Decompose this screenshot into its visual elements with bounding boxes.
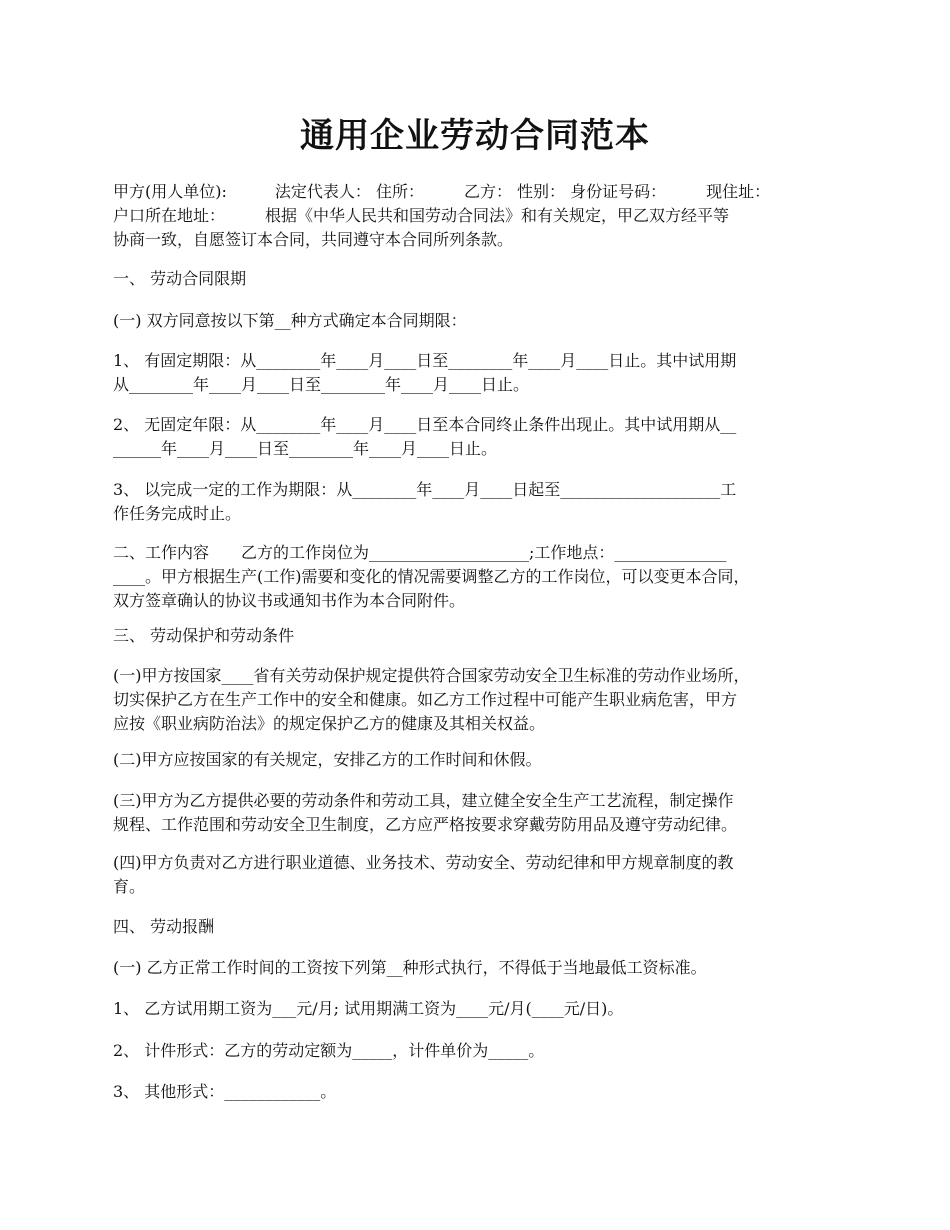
section-2-paragraph: 二、工作内容 乙方的工作岗位为____________________;工作地点：______________ ____。甲方根据生产(工作)需要和变化的情况需要调整乙方的工作岗位，可以变更本合同， 双方签章确认的协议书或通知书作为本合同附件。 [113,543,750,610]
intro-line: 户口所在地址： 根据《中华人民共和国劳动合同法》和有关规定，甲乙双方经平等 [113,206,730,225]
section-1-clause-1: (一) 双方同意按以下第__种方式确定本合同期限： [113,311,467,330]
section-3-heading: 三、 劳动保护和劳动条件 [113,626,295,645]
section-4-clause-1: (一) 乙方正常工作时间的工资按下列第__种形式执行，不得低于当地最低工资标准。 [113,958,707,977]
intro-line: 甲方(用人单位): 法定代表人： 住所： 乙方： 性别： 身份证号码： 现住址： [113,182,771,201]
section-4-item-3: 3、 其他形式：____________。 [113,1082,337,1101]
section-4-item-1: 1、 乙方试用期工资为___元/月; 试用期满工资为____元/月(____元/日)。 [113,999,624,1018]
section-1-item-2: 2、 无固定年限：从________年____月____日至本合同终止条件出现止。其中试用期从__ ______年____月____日至________年____月____日止。 [113,415,737,458]
section-1-item-3: 3、 以完成一定的工作为期限：从________年____月____日起至____________________工 作任务完成时止。 [113,480,737,523]
section-3-clause-3: (三)甲方为乙方提供必要的劳动条件和劳动工具，建立健全安全生产工艺流程，制定操作 规程、工作范围和劳动安全卫生制度，乙方应严格按要求穿戴劳防用品及遵守劳动纪律。 [113,791,738,834]
section-1-item-1: 1、 有固定期限：从________年____月____日至________年____月____日止。其中试用期 从________年____月____日至________年____月____日止。 [113,351,737,394]
section-3-clause-4: (四)甲方负责对乙方进行职业道德、业务技术、劳动安全、劳动纪律和甲方规章制度的教 育。 [113,853,734,896]
intro-paragraph [113,180,843,252]
document-title: 通用企业劳动合同范本 [300,116,650,156]
section-4-heading: 四、 劳动报酬 [113,917,215,936]
section-1-heading: 一、 劳动合同限期 [113,269,247,288]
section-4-item-2: 2、 计件形式：乙方的劳动定额为_____，计件单价为_____。 [113,1041,545,1060]
section-3-clause-1: (一)甲方按国家____省有关劳动保护规定提供符合国家劳动安全卫生标准的劳动作业场所， 切实保护乙方在生产工作中的安全和健康。如乙方工作过程中可能产生职业病危害，甲方 应按《职业病防治法》的规定保护乙方的健康及其相关权益。 [113,666,750,733]
section-3-clause-2: (二)甲方应按国家的有关规定，安排乙方的工作时间和休假。 [113,750,542,769]
intro-line: 协商一致，自愿签订本合同，共同遵守本合同所列条款。 [113,230,514,249]
